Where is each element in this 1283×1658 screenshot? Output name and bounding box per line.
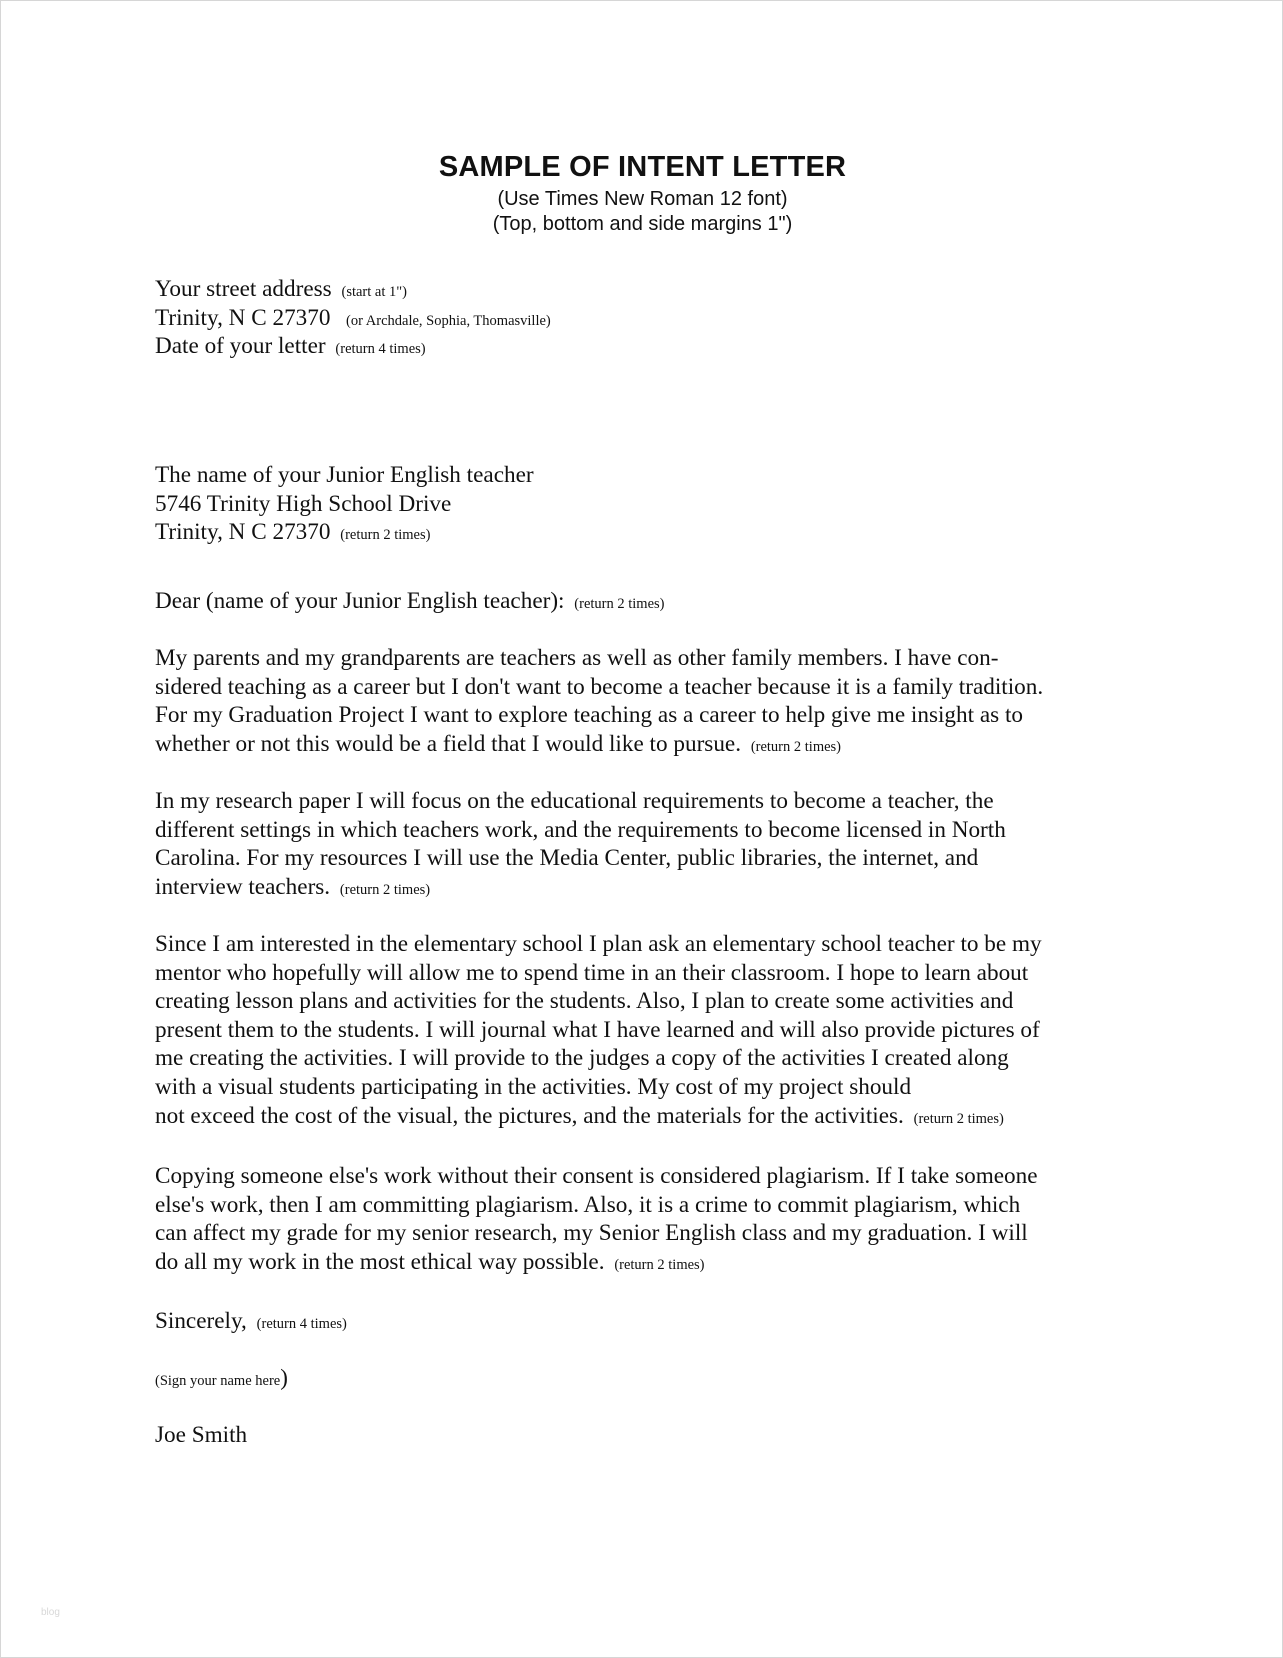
paragraph-line: present them to the students. I will journal what I have learned and will also provide pictures of [155, 1016, 1040, 1043]
paragraph-note: (return 2 times) [913, 1110, 1004, 1127]
body-paragraph-2 [155, 787, 1155, 901]
paragraph-line: do all my work in the most ethical way possible. [155, 1248, 605, 1275]
body-paragraph-4 [155, 1162, 1155, 1276]
paragraph-line: Since I am interested in the elementary school I plan ask an elementary school teacher to be my [155, 931, 1042, 957]
signature-paren: ) [280, 1365, 288, 1390]
paragraph-line: creating lesson plans and activities for the students. Also, I plan to create some activities and [155, 988, 1014, 1015]
letter-date: Date of your letter [155, 333, 326, 360]
sender-city: Trinity, N C 27370 [155, 304, 331, 331]
paragraph-line: interview teachers. [155, 873, 331, 900]
recipient-address: 5746 Trinity High School Drive [155, 490, 452, 517]
sender-address-block [155, 275, 1155, 361]
paragraph-line: mentor who hopefully will allow me to spend time in an their classroom. I hope to learn about [155, 959, 1029, 986]
signature-placeholder [155, 1364, 1155, 1393]
sender-street-line [155, 275, 1155, 304]
closing-text: Sincerely, [155, 1308, 247, 1334]
paragraph-line: can affect my grade for my senior research, my Senior English class and my graduation. I will [155, 1220, 1028, 1247]
recipient-city-note: (return 2 times) [340, 527, 431, 544]
paragraph-line: else's work, then I am committing plagiarism. Also, it is a crime to commit plagiarism, which [155, 1191, 1021, 1218]
font-instruction: (Use Times New Roman 12 font) [497, 188, 788, 210]
margin-instruction: (Top, bottom and side margins 1") [492, 213, 793, 235]
paragraph-line: sidered teaching as a career but I don't want to become a teacher because it is a family tradition. [155, 673, 1044, 700]
signer-name: Joe Smith [155, 1422, 248, 1448]
salutation [155, 587, 1155, 616]
signature-note: (Sign your name here [155, 1373, 281, 1389]
sender-street: Your street address [155, 276, 332, 302]
letter-date-note: (return 4 times) [335, 341, 426, 358]
page-title: SAMPLE OF INTENT LETTER [438, 151, 847, 183]
paragraph-line: In my research paper I will focus on the educational requirements to become a teacher, the [155, 788, 994, 814]
paragraph-line: Carolina. For my resources I will use the Media Center, public libraries, the internet, and [155, 845, 979, 872]
paragraph-line: different settings in which teachers work, and the requirements to become licensed in North [155, 816, 1006, 843]
sender-city-note: (or Archdale, Sophia, Thomasville) [346, 312, 551, 329]
signer-name-block [155, 1421, 1155, 1450]
paragraph-line: Copying someone else's work without their consent is considered plagiarism. If I take someone [155, 1163, 1038, 1189]
recipient-city-line [155, 518, 1155, 547]
watermark: blog [41, 1607, 60, 1618]
salutation-note: (return 2 times) [574, 596, 665, 612]
paragraph-note: (return 2 times) [614, 1256, 705, 1273]
closing-note: (return 4 times) [256, 1316, 347, 1332]
salutation-text: Dear (name of your Junior English teacher): [155, 588, 565, 614]
paragraph-line: whether or not this would be a field that I would like to pursue. [155, 730, 742, 757]
paragraph-line: with a visual students participating in the activities. My cost of my project should [155, 1073, 912, 1100]
sender-city-line [155, 304, 1155, 333]
recipient-city: Trinity, N C 27370 [155, 519, 331, 546]
body-paragraph-3 [155, 930, 1155, 1130]
recipient-address-block [155, 461, 1155, 547]
closing [155, 1307, 1155, 1336]
paragraph-line: me creating the activities. I will provide to the judges a copy of the activities I created along [155, 1045, 1009, 1072]
paragraph-note: (return 2 times) [750, 738, 842, 755]
sender-date-line [155, 332, 1155, 361]
paragraph-line: My parents and my grandparents are teachers as well as other family members. I have con- [155, 645, 999, 671]
sender-street-note: (start at 1") [341, 284, 407, 300]
paragraph-line: For my Graduation Project I want to explore teaching as a career to help give me insight as to [155, 702, 1023, 729]
body-paragraph-1 [155, 644, 1155, 758]
paragraph-note: (return 2 times) [339, 881, 431, 898]
paragraph-line: not exceed the cost of the visual, the pictures, and the materials for the activities. [155, 1102, 904, 1129]
recipient-name: The name of your Junior English teacher [155, 462, 534, 488]
